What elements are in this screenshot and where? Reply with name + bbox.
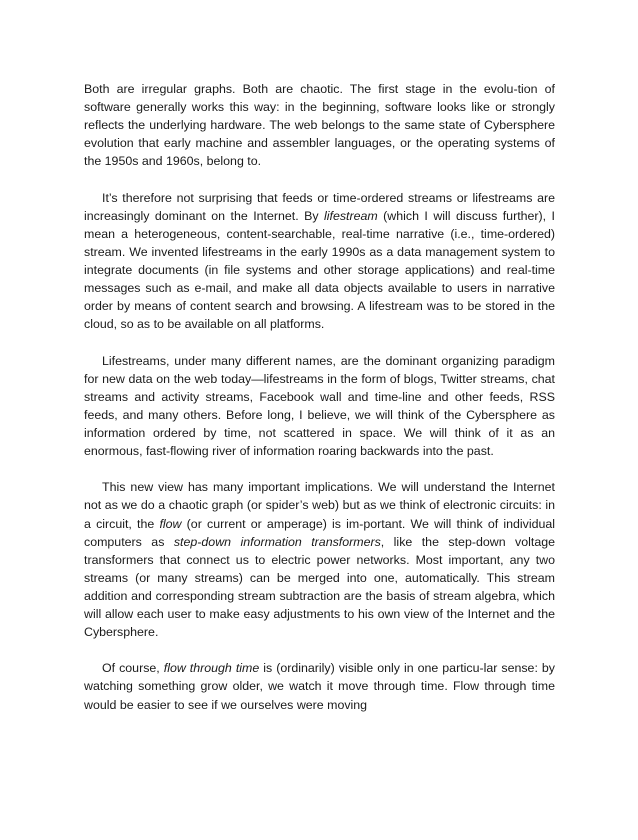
paragraph-5-run-1: Of course, xyxy=(102,661,164,676)
paragraph-4 xyxy=(84,478,555,641)
paragraph-3-text: Lifestreams, under many different names, are the dominant organizing paradigm for new data on the web today—lifestreams in the form of blogs, Twitter streams, chat streams and activity streams, Facebook wall and time-line and other feeds, RSS feeds, and many others. Before long, I believe, we will think of the Cybersphere as information ordered by time, not scattered in space. We will think of it as an enormous, fast-flowing river of information roaring backwards into the past. xyxy=(84,353,555,459)
paragraph-4-italic-transformers: step-down information transformers xyxy=(173,534,381,549)
paragraph-4-run-3: (or current or amperage) is im-portant. We will think of individual computers as xyxy=(84,516,555,549)
paragraph-2-run-3: (which I will discuss further), I mean a heterogeneous, content-searchable, real-time narrative (i.e., time-ordered) stream. We invented lifestreams in the early 1990s as a data management system to integrate documents (in file systems and other storage applications) and real-time messages such as e-mail, and make all data objects available to users in narrative order by means of content search and browsing. A lifestream was to be stored in the cloud, so as to be available on all platforms. xyxy=(84,208,556,332)
paragraph-1-text: Both are irregular graphs. Both are chaotic. The first stage in the evolu-tion of software generally works this way: in the beginning, software looks like or strongly reflects the underlying hardware. The web belongs to the same state of Cybersphere evolution that early machine and assembler languages, or the operating systems of the 1950s and 1960s, belong to. xyxy=(84,82,555,169)
paragraph-4-run-1: This new view has many important implications. We will understand the Internet not as we do a chaotic graph (or spider’s web) but as we think of electronic circuits: in a circuit, the xyxy=(84,480,555,531)
paragraph-1 xyxy=(84,80,555,170)
paragraph-2 xyxy=(84,189,555,334)
paragraph-2-run-1: It’s therefore not surprising that feeds or time-ordered streams or lifestreams are increasingly dominant on the Internet. By xyxy=(84,190,555,223)
paragraph-4-italic-flow: flow xyxy=(159,516,182,531)
paragraph-3 xyxy=(84,352,555,461)
paragraph-5-italic-flow-through-time: flow through time xyxy=(163,661,260,676)
body-text xyxy=(84,80,555,714)
paragraph-4-run-5: , like the step-down voltage transformers that connect us to electric power networks. Most important, any two streams (or many streams) can be merged into one, automatically. This stream addition and corresponding stream subtraction are the basis of stream algebra, which will allow each user to make easy adjustments to his own view of the Internet and the Cybersphere. xyxy=(84,534,555,640)
paragraph-2-italic-lifestream: lifestream xyxy=(324,208,378,223)
paragraph-5 xyxy=(84,659,555,713)
paragraph-5-run-3: is (ordinarily) visible only in one particu-lar sense: by watching something grow older, we watch it move through time. Flow through time would be easier to see if we ourselves were moving xyxy=(84,661,555,712)
